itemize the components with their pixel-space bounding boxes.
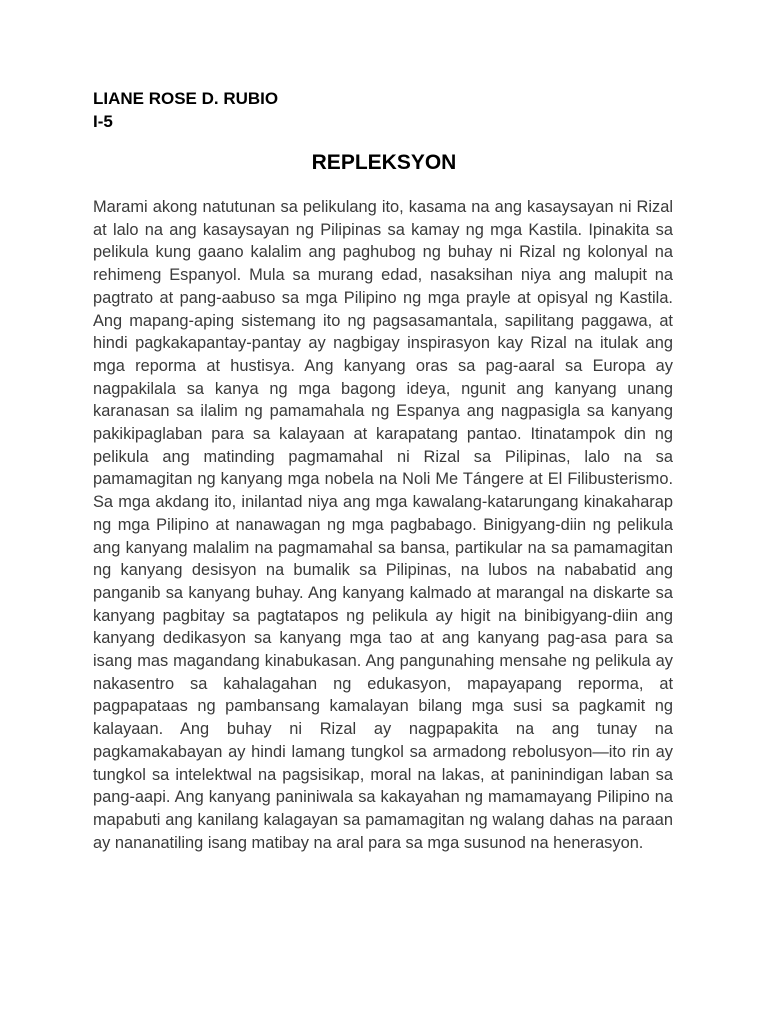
- class-section: I-5: [93, 112, 113, 131]
- author-name: LIANE ROSE D. RUBIO: [93, 89, 279, 108]
- document-title: REPLEKSYON: [311, 151, 457, 174]
- reflection-paragraph: Marami akong natutunan sa pelikulang ito, kasama na ang kasaysayan ni Rizal at lalo na ang kasaysayan ng Pilipinas sa kamay ng mga Kastila. Ipinakita sa pelikula kung gaano kalalim ang paghubog ng buhay ni Rizal ng kolonyal na rehimeng Espanyol. Mula sa murang edad, nasaksihan niya ang malupit na pagtrato at pang-aabuso sa mga Pilipino ng mga prayle at opisyal ng Kastila. Ang mapang-aping sistemang ito ng pagsasamantala, sapilitang paggawa, at hindi pagkakapantay-pantay ay nagbigay inspirasyon kay Rizal na itulak ang mga reporma at hustisya. Ang kanyang oras sa pag-aaral sa Europa ay nagpakilala sa kanya ng mga bagong ideya, ngunit ang kanyang unang karanasan sa ilalim ng pamamahala ng Espanya ang nagpasigla sa kanyang pakikipaglaban para sa kalayaan at karapatang pantao. Itinatampok din ng pelikula ang matinding pagmamahal ni Rizal sa Pilipinas, lalo na sa pamamagitan ng kanyang mga nobela na Noli Me Tángere at El Filibusterismo. Sa mga akdang ito, inilantad niya ang mga kawalang-katarungang kinakaharap ng mga Pilipino at nanawagan ng mga pagbabago. Binigyang-diin ng pelikula ang kanyang malalim na pagmamahal sa bansa, partikular na sa pamamagitan ng kanyang desisyon na bumalik sa Pilipinas, na lubos na nababatid ang panganib sa kanyang buhay. Ang kanyang kalmado at marangal na diskarte sa kanyang pagbitay sa pagtatapos ng pelikula ay higit na binibigyang-diin ang kanyang dedikasyon sa kanyang mga tao at ang kanyang pag-asa para sa isang mas magandang kinabukasan. Ang pangunahing mensahe ng pelikula ay nakasentro sa kahalagahan ng edukasyon, mapayapang reporma, at pagpapataas ng pambansang kamalayan bilang mga susi sa pagkamit ng kalayaan. Ang buhay ni Rizal ay nagpapakita na ang tunay na pagkamakabayan ay hindi lamang tungkol sa armadong rebolusyon—ito rin ay tungkol sa intelektwal na pagsisikap, moral na lakas, at paninindigan laban sa pang-aapi. Ang kanyang paniniwala sa kakayahan ng mamamayang Pilipino na mapabuti ang kanilang kalagayan sa pamamagitan ng walang dahas na paraan ay nananatiling isang matibay na aral para sa mga susunod na henerasyon.: [93, 198, 673, 852]
